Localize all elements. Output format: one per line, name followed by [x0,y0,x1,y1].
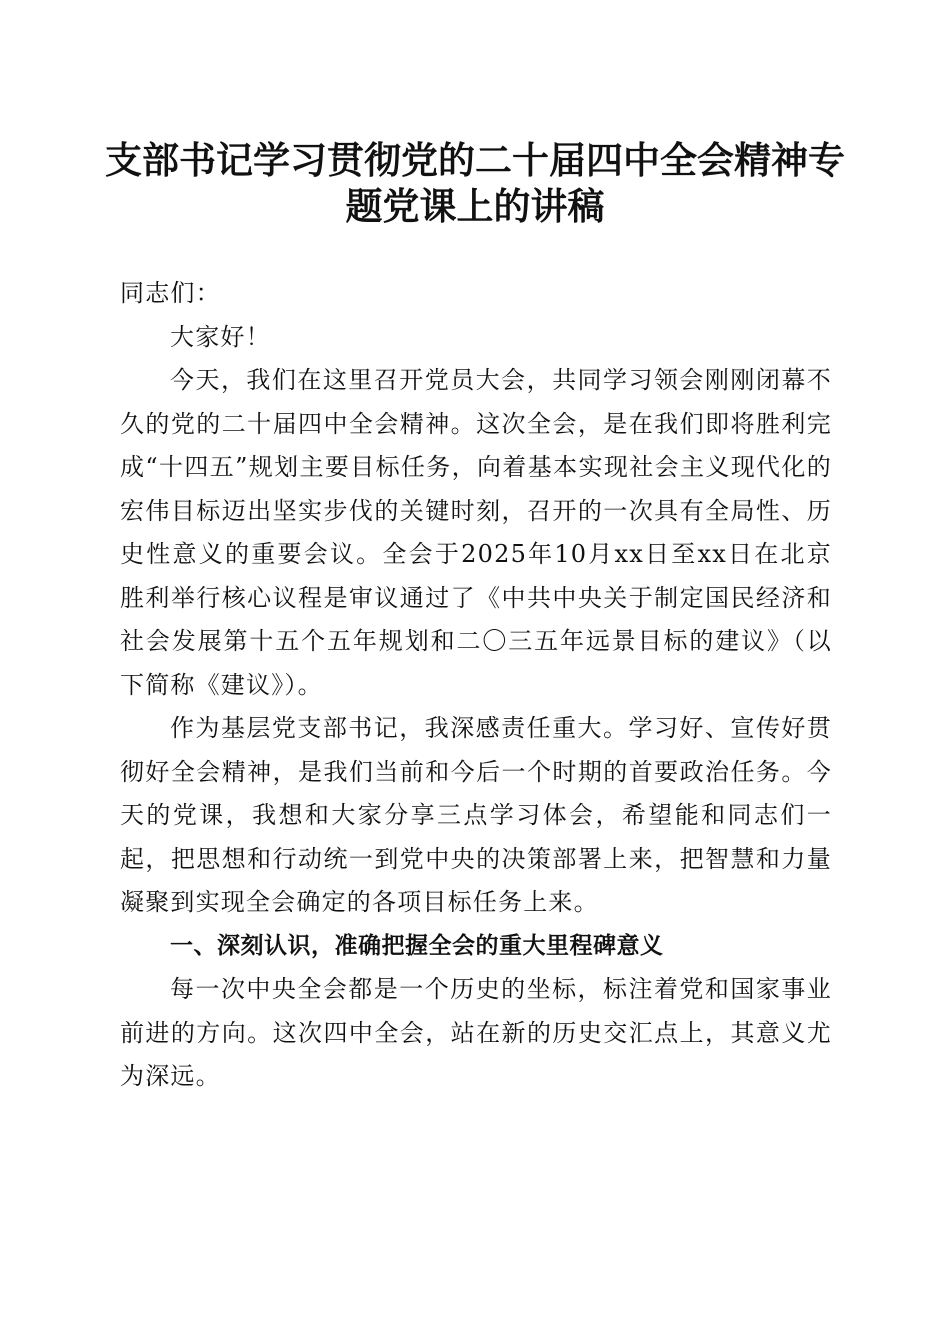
document-body [120,272,832,1099]
greeting: 大家好！ [170,322,271,351]
document-title-line-1: 支部书记学习贯彻党的二十届四中全会精神专 [105,138,845,182]
paragraph-responsibility: 作为基层党支部书记，我深感责任重大。学习好、宣传好贯彻好全会精神，是我们当前和今后一个时期的首要政治任务。今天的党课，我想和大家分享三点学习体会，希望能和同志们一起，把思想和行动统一到党中央的决策部署上来，把智慧和力量凝聚到实现全会确定的各项目标任务上来。 [120,714,832,916]
document-title-line-2: 题党课上的讲稿 [345,184,605,228]
paragraph-intro: 今天，我们在这里召开党员大会，共同学习领会刚刚闭幕不久的党的二十届四中全会精神。这次全会，是在我们即将胜利完成“十四五”规划主要目标任务，向着基本实现社会主义现代化的宏伟目标迈出坚实步伐的关键时刻，召开的一次具有全局性、历史性意义的重要会议。全会于2025年10月xx日至xx日在北京胜利举行核心议程是审议通过了《中共中央关于制定国民经济和社会发展第十五个五年规划和二〇三五年远景目标的建议》（以下简称《建议》）。 [120,366,832,699]
paragraph-significance: 每一次中央全会都是一个历史的坐标，标注着党和国家事业前进的方向。这次四中全会，站在新的历史交汇点上，其意义尤为深远。 [120,975,832,1090]
salutation: 同志们： [120,279,221,307]
section-heading-1: 一、深刻认识，准确把握全会的重大里程碑意义 [170,932,664,959]
